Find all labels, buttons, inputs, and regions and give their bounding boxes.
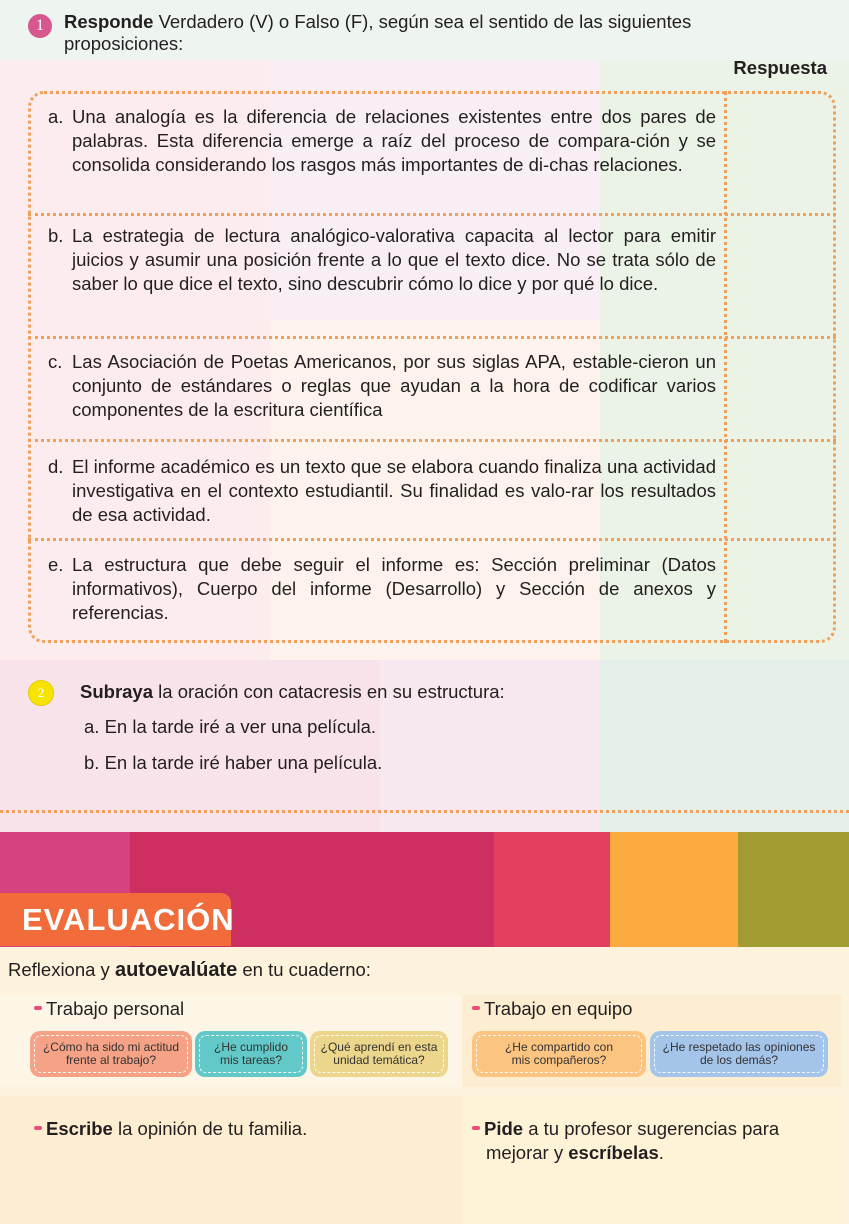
attitude-question-pill: ¿Cómo ha sido mi actitud frente al trabajo? <box>30 1031 192 1077</box>
evaluation-title: EVALUACIÓN <box>0 893 231 946</box>
answer-cell-c[interactable] <box>730 342 830 436</box>
statement-c: c. Las Asociación de Poetas Americanos, por sus siglas APA, estable-cieron un conjunto de estándares o reglas que ayudan a la hora de codificar varios componentes de la escritura científica <box>48 351 716 420</box>
statement-e: e. La estructura que debe seguir el informe es: Sección preliminar (Datos informativos), Cuerpo del informe (Desarrollo) y Sección de anexos y referencias. <box>48 554 716 623</box>
section-separator <box>0 810 849 813</box>
question-2-prompt: Subraya la oración con catacresis en su estructura: <box>80 681 505 702</box>
question-1-prompt: Responde Verdadero (V) o Falso (F), según sea el sentido de las siguientes proposiciones: <box>64 11 692 54</box>
bullet-icon <box>34 1006 42 1010</box>
row-divider <box>28 538 836 541</box>
bg-block <box>0 1096 462 1224</box>
team-work-label: Trabajo en equipo <box>472 998 632 1020</box>
row-divider <box>28 213 836 216</box>
personal-work-label: Trabajo personal <box>34 998 184 1020</box>
column-divider <box>724 91 727 643</box>
reflection-instruction: Reflexiona y autoevalúate en tu cuaderno: <box>8 959 371 981</box>
answer-cell-e[interactable] <box>730 544 830 638</box>
answer-cell-d[interactable] <box>730 445 830 535</box>
bullet-icon <box>472 1126 480 1130</box>
row-divider <box>28 336 836 339</box>
statement-a: a. Una analogía es la diferencia de relaciones existentes entre dos pares de palabras. Esta diferencia emerge a raíz del proceso de compara-ción y se consolida considerando los rasgos más importantes de di-chas relaciones. <box>48 106 716 175</box>
teacher-suggestion-instruction: Pide a tu profesor sugerencias para mejorar y escríbelas. <box>472 1117 832 1165</box>
family-opinion-instruction: Escribe la opinión de tu familia. <box>34 1117 307 1141</box>
answer-cell-a[interactable] <box>730 97 830 210</box>
color-band-segment <box>494 832 610 947</box>
bg-block <box>600 660 849 832</box>
color-band-segment <box>738 832 849 947</box>
bullet-icon <box>472 1006 480 1010</box>
color-band-segment <box>610 832 738 947</box>
statement-d: d. El informe académico es un texto que se elabora cuando finaliza una actividad investigativa en el contexto estudiantil. Su finalidad es valo-rar los resultados de esa actividad. <box>48 456 716 525</box>
question-number-badge: 2 <box>28 680 54 706</box>
answer-column-header: Respuesta <box>733 57 827 78</box>
learning-question-pill: ¿Qué aprendí en esta unidad temática? <box>310 1031 448 1077</box>
option-b[interactable]: b. En la tarde iré haber una película. <box>84 752 383 773</box>
option-a[interactable]: a. En la tarde iré a ver una película. <box>84 716 377 737</box>
tasks-question-pill: ¿He cumplido mis tareas? <box>195 1031 307 1077</box>
row-divider <box>28 439 836 442</box>
statement-b: b. La estrategia de lectura analógico-valorativa capacita al lector para emitir juicios y asumir una posición frente a lo que el texto dice. No se trata sólo de saber lo que dice el texto, sino descubrir cómo lo dice y por qué lo dice. <box>48 225 716 294</box>
sharing-question-pill: ¿He compartido con mis compañeros? <box>472 1031 646 1077</box>
answer-cell-b[interactable] <box>730 219 830 333</box>
question-number-badge: 1 <box>28 14 52 38</box>
respect-question-pill: ¿He respetado las opiniones de los demás? <box>650 1031 828 1077</box>
bullet-icon <box>34 1126 42 1130</box>
